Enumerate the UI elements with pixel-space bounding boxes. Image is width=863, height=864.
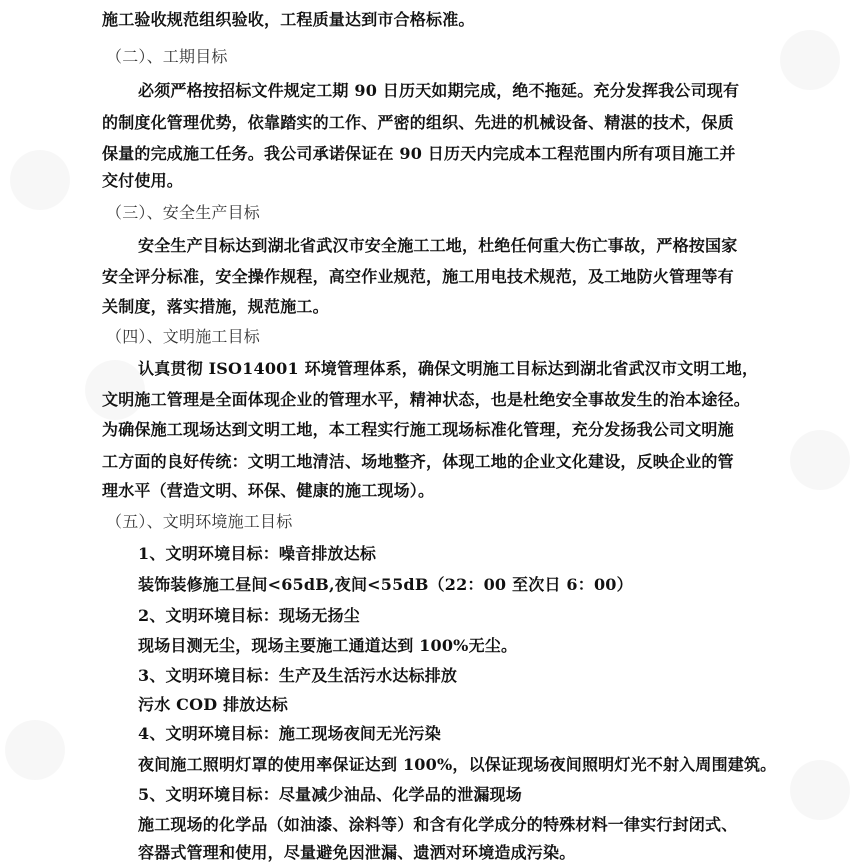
list-item-detail: 容器式管理和使用，尽量避免因泄漏、遗洒对环境造成污染。 <box>138 843 576 862</box>
paragraph-line: 关制度，落实措施，规范施工。 <box>102 297 329 316</box>
list-item-detail: 施工现场的化学品（如油漆、涂料等）和含有化学成分的特殊材料一律实行封闭式、 <box>138 815 738 834</box>
list-item-title: 1、文明环境目标：噪音排放达标 <box>138 544 377 563</box>
section-heading-environment: （五）、文明环境施工目标 <box>106 512 293 531</box>
watermark-avatar-icon <box>790 760 850 820</box>
watermark-avatar-icon <box>790 430 850 490</box>
paragraph-line: 必须严格按招标文件规定工期 90 日历天如期完成，绝不拖延。充分发挥我公司现有 <box>138 81 740 100</box>
section-heading-safety: （三）、安全生产目标 <box>106 203 261 222</box>
paragraph-line: 施工验收规范组织验收，工程质量达到市合格标准。 <box>102 10 475 29</box>
paragraph-line: 工方面的良好传统：文明工地清洁、场地整齐，体现工地的企业文化建设，反映企业的管 <box>102 452 734 471</box>
paragraph-line: 保量的完成施工任务。我公司承诺保证在 90 日历天内完成本工程范围内所有项目施工并 <box>102 144 736 163</box>
watermark-avatar-icon <box>10 150 70 210</box>
paragraph-line: 认真贯彻 ISO14001 环境管理体系，确保文明施工目标达到湖北省武汉市文明工地， <box>138 359 759 378</box>
watermark-avatar-icon <box>5 720 65 780</box>
watermark-avatar-icon <box>780 30 840 90</box>
list-item-detail: 现场目测无尘，现场主要施工通道达到 100%无尘。 <box>138 636 518 655</box>
paragraph-line: 安全生产目标达到湖北省武汉市安全施工工地，杜绝任何重大伤亡事故，严格按国家 <box>138 236 738 255</box>
list-item-title: 3、文明环境目标：生产及生活污水达标排放 <box>138 666 458 685</box>
list-item-title: 5、文明环境目标：尽量减少油品、化学品的泄漏现场 <box>138 785 522 804</box>
list-item-title: 2、文明环境目标：现场无扬尘 <box>138 606 360 625</box>
paragraph-line: 的制度化管理优势，依靠踏实的工作、严密的组织、先进的机械设备、精湛的技术，保质 <box>102 113 734 132</box>
list-item-title: 4、文明环境目标：施工现场夜间无光污染 <box>138 724 441 743</box>
paragraph-line: 交付使用。 <box>102 171 184 190</box>
paragraph-line: 为确保施工现场达到文明工地，本工程实行施工现场标准化管理，充分发扬我公司文明施 <box>102 420 734 439</box>
section-heading-schedule: （二）、工期目标 <box>106 47 228 66</box>
section-heading-civilized: （四）、文明施工目标 <box>106 327 261 346</box>
paragraph-line: 安全评分标准，安全操作规程，高空作业规范，施工用电技术规范，及工地防火管理等有 <box>102 267 734 286</box>
paragraph-line: 理水平（营造文明、环保、健康的施工现场）。 <box>102 481 435 500</box>
list-item-detail: 污水 COD 排放达标 <box>138 695 288 714</box>
paragraph-line: 文明施工管理是全面体现企业的管理水平，精神状态，也是杜绝安全事故发生的治本途径。 <box>102 390 751 409</box>
list-item-detail: 装饰装修施工昼间<65dB,夜间<55dB（22：00 至次日 6：00） <box>138 575 633 594</box>
list-item-detail: 夜间施工照明灯罩的使用率保证达到 100%，以保证现场夜间照明灯光不射入周围建筑。 <box>138 755 777 774</box>
